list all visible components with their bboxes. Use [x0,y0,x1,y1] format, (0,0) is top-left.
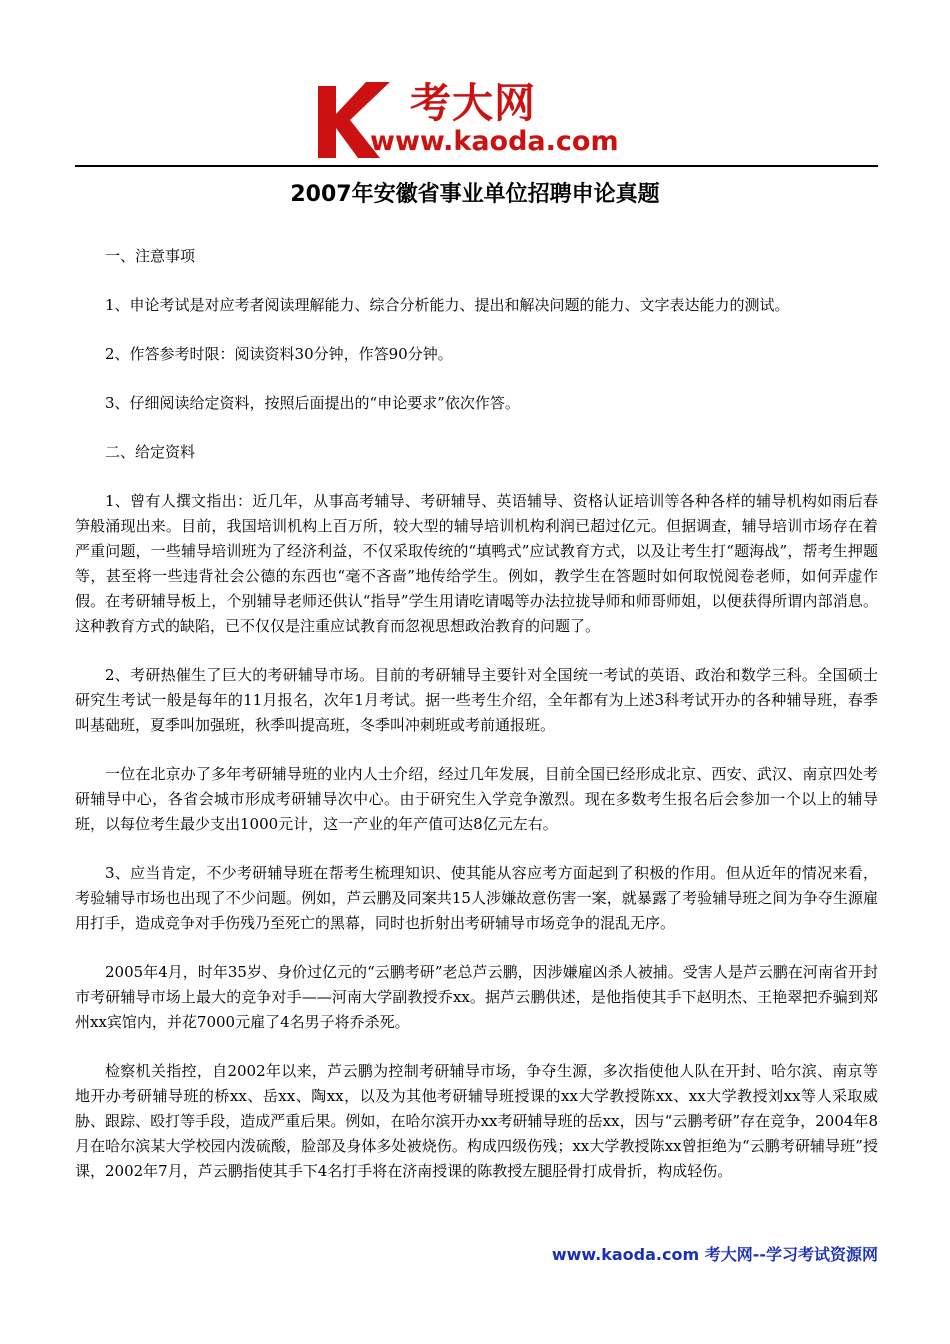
paragraph: 检察机关指控，自2002年以来，芦云鹏为控制考研辅导市场，争夺生源，多次指使他人队在开封、哈尔滨、南京等地开办考研辅导班的桥xx、岳xx、陶xx，以及为其他考研辅导班授课的xx大学教授陈xx、xx大学教授刘xx等人采取威胁、跟踪、殴打等手段，造成严重后果。例如，在哈尔滨开办xx考研辅导班的岳xx，因与“云鹏考研”存在竞争，2004年8月在哈尔滨某大学校园内泼硫酸，脸部及身体多处被烧伤。构成四级伤残；xx大学教授陈xx曾拒绝为“云鹏考研辅导班”授课，2002年7月，芦云鹏指使其手下4名打手将在济南授课的陈教授左腿胫骨打成骨折，构成轻伤。 [75,1062,878,1180]
header-divider [75,165,878,167]
paragraph: 1、申论考试是对应考者阅读理解能力、综合分析能力、提出和解决问题的能力、文字表达能力的测试。 [105,296,790,314]
paragraph: 2、考研热催生了巨大的考研辅导市场。目前的考研辅导主要针对全国统一考试的英语、政治和数学三科。全国硕士研究生考试一般是每年的11月报名，次年1月考试。据一些考生介绍，全年都有为上述3科考试开办的各种辅导班，春季叫基础班，夏季叫加强班，秋季叫提高班，冬季叫冲刺班或考前通报班。 [75,666,878,734]
document-body [75,244,878,1208]
section-heading: 二、给定资料 [105,443,196,461]
logo-url: www.kaoda.com [370,126,619,157]
document-title: 2007年安徽省事业单位招聘申论真题 [290,182,660,207]
paragraph: 2005年4月，时年35岁、身价过亿元的“云鹏考研”老总芦云鹏，因涉嫌雇凶杀人被捕。受害人是芦云鹏在河南省开封市考研辅导市场上最大的竞争对手——河南大学副教授乔xx。据芦云鹏供述，是他指使其手下赵明杰、王艳翠把乔骗到郑州xx宾馆内，并花7000元雇了4名男子将乔杀死。 [75,963,878,1031]
paragraph: 3、应当肯定，不少考研辅导班在帮考生梳理知识、使其能从容应考方面起到了积极的作用。但从近年的情况来看，考验辅导市场也出现了不少问题。例如，芦云鹏及同案共15人涉嫌故意伤害一案，就暴露了考验辅导班之间为争夺生源雇用打手，造成竞争对手伤残乃至死亡的黑幕，同时也折射出考研辅导市场竞争的混乱无序。 [75,864,878,932]
logo-chinese-name: 考大网 [410,79,536,127]
paragraph: 2、作答参考时限：阅读资料30分钟，作答90分钟。 [105,345,453,363]
paragraph: 3、仔细阅读给定资料，按照后面提出的“申论要求”依次作答。 [105,394,520,412]
footer-link[interactable]: www.kaoda.com 考大网--学习考试资源网 [551,1245,878,1264]
kaoda-logo [318,80,648,160]
section-heading: 一、注意事项 [105,247,196,265]
paragraph: 1、曾有人撰文指出：近几年，从事高考辅导、考研辅导、英语辅导、资格认证培训等各种各样的辅导机构如雨后春笋般涌现出来。目前，我国培训机构上百万所，较大型的辅导培训机构利润已超过亿元。但据调查，辅导培训市场存在着严重问题，一些辅导培训班为了经济利益，不仅采取传统的“填鸭式”应试教育方式，以及让考生打“题海战”，帮考生押题等，甚至将一些违背社会公德的东西也“毫不吝啬”地传给学生。例如，教学生在答题时如何取悦阅卷老师，如何弄虚作假。在考研辅导板上，个别辅导老师还供认“指导”学生用请吃请喝等办法拉拢导师和师哥师姐，以便获得所谓内部消息。这种教育方式的缺陷，已不仅仅是注重应试教育而忽视思想政治教育的问题了。 [75,492,878,635]
paragraph: 一位在北京办了多年考研辅导班的业内人士介绍，经过几年发展，目前全国已经形成北京、西安、武汉、南京四处考研辅导中心，各省会城市形成考研辅导次中心。由于研究生入学竞争激烈。现在多数考生报名后会参加一个以上的辅导班，以每位考生最少支出1000元计，这一产业的年产值可达8亿元左右。 [75,765,878,833]
